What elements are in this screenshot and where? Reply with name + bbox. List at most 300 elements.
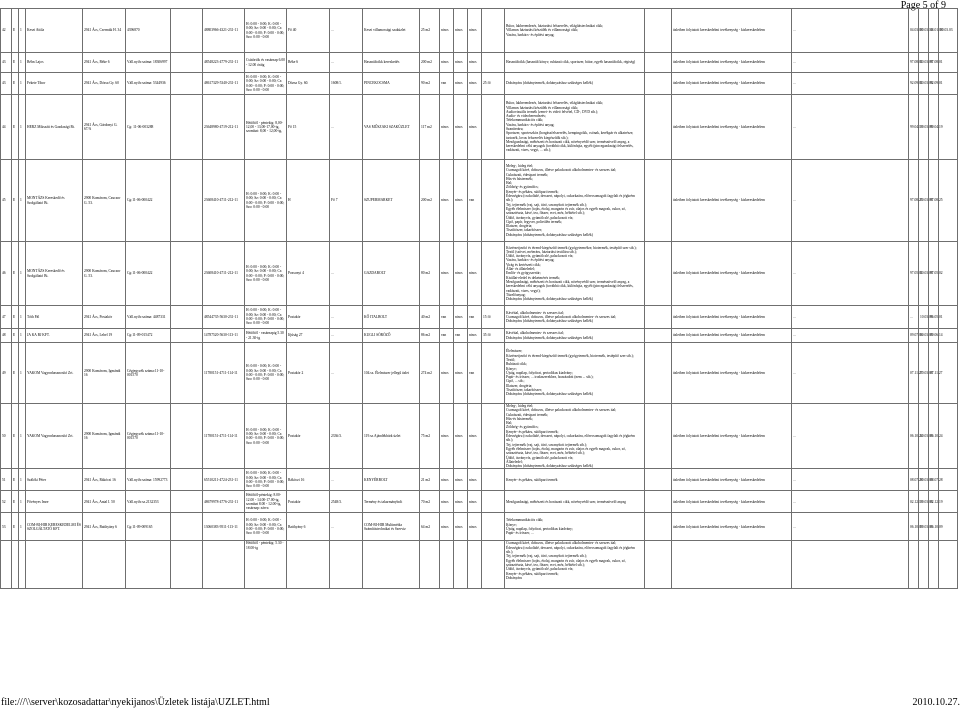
cell-parking-flag: nincs	[468, 513, 482, 541]
cell-blank-a	[171, 9, 203, 53]
cell-floor-area: 21 m2	[420, 469, 440, 491]
cell-activity-type: üzletben folytatott kereskedelmi tevékenység - kiskereskedelem	[672, 306, 792, 329]
cell-operator-name: Fekete Tibor	[26, 73, 83, 95]
cell-type	[12, 541, 19, 589]
cell-shop-name: KUGLI SÖRÖZŐ	[363, 329, 420, 343]
cell-registration-id	[126, 541, 171, 589]
table-row	[1, 541, 958, 589]
cell-operator-address: 2900 Komárom, Igmándi 16	[83, 404, 126, 469]
cell-operator-name: HERZ Mikszáti és Gazdasági Bt.	[26, 95, 83, 160]
cell-lot-number: 1608/1.	[330, 73, 363, 95]
cell-parking-flag: nincs	[468, 242, 482, 306]
cell-date-modified: 10.03.03	[919, 306, 929, 329]
cell-registration-id: Váll.nyilv.száma: 5344936	[126, 73, 171, 95]
cell-floor-area: 64 m2	[420, 513, 440, 541]
cell-seats	[482, 95, 505, 160]
cell-opening-hours: Csütörtök és vasárnap 6.00 - 12.00 óráig	[245, 53, 287, 73]
cell-extra: ...	[792, 513, 909, 541]
cell-blank-b	[645, 73, 672, 95]
cell-alcohol-flag: van	[440, 329, 454, 343]
cell-product-groups: Közérzetjavító és étrend-kiegészítő termék (gyógytermékre, biotermék, testépítő szer stb.); Textil (szövet, méteráru, háztartási textiláru stb.); Üdítő, ásványvíz, gyümölcslé, palackozott víz; Vasáru, barkács- és építési anyag; Virág és kertészeti cikk; Állat- és állateledel; Emlős- és gyógyszertár; Kisállat-eledel és deketmérés termék; Mezőgazdasági, méhészeti és borászati cikk, növényvédő szer, termésnövelő anyag, a kereskedelmi célú anyagok (továbbá cikk, különfajta, egyéb (pincegazdasági felszerelés, vadászati, vizes, vegyi); Tüzelőanyag; Dohányáru (dohánytermék, dohányzáshoz szükséges kellék)	[505, 242, 645, 306]
cell-row-number: 47	[1, 306, 12, 329]
cell-shop-address: Postakör	[287, 491, 330, 513]
cell-operator-address: 2900 Komárom, Czuczor G. 53.	[83, 242, 126, 306]
cell-shop-name: PINCEKOCSMA	[363, 73, 420, 95]
cell-alcohol-flag: nincs	[440, 491, 454, 513]
cell-status: 1	[19, 53, 26, 73]
cell-activity-type: üzletben folytatott kereskedelmi tevékenység - kiskereskedelem	[672, 160, 792, 242]
cell-date-opened: 06.10.09	[909, 513, 919, 541]
cell-seats: 15 fő	[482, 306, 505, 329]
cell-tax-id: 23608410-4711-212-11	[203, 160, 245, 242]
cell-registration-id: Váll.nyilv.száma: 15992773	[126, 469, 171, 491]
cell-floor-area: 90 m2	[420, 73, 440, 95]
cell-operator-address: 2941 Ács, Béke 6	[83, 53, 126, 73]
cell-date-registered: 99.04.19	[929, 95, 939, 160]
cell-parking-flag: nincs	[468, 95, 482, 160]
cell-operator-name: JA KA BJ KFT.	[26, 329, 83, 343]
cell-music-flag: van	[454, 329, 468, 343]
cell-product-groups: Bútor, lakberendezés, háztartási felszerelés, világítástechnikai cikk; Villamos háztartási készülék és villamossági cikk; Audiovizuális termék (zenei- és videó felvétel, CD-, DVD stb.); Audio- és videoberendezés; Telekommunikációs cikk; Vasáru, barkács- és építési anyag; Szaniteráru; Sportszer, sporteszköz (horgászfelszerelés, kempingcikk, csónak, kerékpár és alkatrésze, tartozék, lovas felszerelés kiegészítők stb.); Mezőgazdasági, méhészeti és borászati cikk, növényvédő szer, termésnövelő anyag, a kereskedelmi célú anyagok (továbbá cikk, különfajta, egyéb (pincegazdasági felszerelés, vadászati, vizes, vegyi, ... stb.);	[505, 95, 645, 160]
cell-date-registered: 07.11.27	[929, 343, 939, 404]
cell-seats	[482, 9, 505, 53]
cell-shop-address: Dózsa Gy. 60.	[287, 73, 330, 95]
cell-parking-flag: nincs	[468, 469, 482, 491]
cell-tax-id: 14787520-5630-113-11	[203, 329, 245, 343]
cell-row-number: 42	[1, 9, 12, 53]
cell-seats	[482, 343, 505, 404]
cell-date-modified: 10.03.03	[919, 329, 929, 343]
cell-date-registered: 97.08.01	[929, 53, 939, 73]
cell-opening-hours: Hétfőtől-péntekig: 8.00-12.00 - 14.00-17.00-ig, szombat 8.00 - 12.00-ig, vasárnap: zárva	[245, 491, 287, 513]
cell-opening-hours: H: 0:00 - 0:00; K: 0:00 - 0:00; Sz: 0:00 - 0:00; Cs: 0:00 - 0:00; P: 0:00 - 0:00; Szo: 0:00 - 0:00	[245, 242, 287, 306]
cell-alcohol-flag: van	[440, 306, 454, 329]
cell-date-modified: 10.03.03	[919, 160, 929, 242]
cell-shop-address: Béke 6	[287, 53, 330, 73]
cell-date-opened: 92.09.01	[909, 73, 919, 95]
cell-floor-area: 25 m2	[420, 9, 440, 53]
cell-activity-type: üzletben folytatott kereskedelmi tevékenység - kiskereskedelem	[672, 469, 792, 491]
cell-registration-id: 4396870	[126, 9, 171, 53]
cell-status: 1	[19, 73, 26, 95]
cell-alcohol-flag: nincs	[440, 343, 454, 404]
cell-operator-address: 2941 Ács, Rákóczi 16	[83, 469, 126, 491]
cell-alcohol-flag: nincs	[440, 513, 454, 541]
table-row	[1, 329, 958, 343]
cell-blank-b	[645, 242, 672, 306]
cell-operator-name: Béhn Lajos	[26, 53, 83, 73]
cell-status: 1	[19, 491, 26, 513]
cell-date-modified: 10.03.03	[919, 53, 929, 73]
cell-date-opened: 06.10.24	[909, 404, 919, 469]
cell-blank-b	[645, 9, 672, 53]
cell-floor-area: 200 m2	[420, 160, 440, 242]
cell-date-modified: 10.03.10	[919, 9, 929, 53]
cell-lot-number: 2548/3.	[330, 491, 363, 513]
table-row	[1, 343, 958, 404]
cell-shop-name: KŐ ITALBOLT	[363, 306, 420, 329]
cell-operator-name: Fővényes Imre	[26, 491, 83, 513]
table-row	[1, 53, 958, 73]
cell-music-flag: nincs	[454, 160, 468, 242]
cell-registration-id: Cégjegyzék száma:11-10-001570	[126, 404, 171, 469]
cell-type: E	[12, 329, 19, 343]
cell-alcohol-flag: nincs	[440, 242, 454, 306]
cell-lot-number: Fő 7	[330, 160, 363, 242]
cell-registration-id: Cg:11-06-000422	[126, 160, 171, 242]
cell-blank-a	[171, 73, 203, 95]
cell-lot-number: ...	[330, 343, 363, 404]
cell-floor-area: 80 m2	[420, 242, 440, 306]
cell-seats	[482, 160, 505, 242]
cell-activity-type: üzletben folytatott kereskedelmi tevékenység - kiskereskedelem	[672, 404, 792, 469]
cell-lot-number: ...	[330, 329, 363, 343]
cell-extra: ...	[792, 242, 909, 306]
cell-music-flag: nincs	[454, 343, 468, 404]
cell-seats: 25 fő	[482, 73, 505, 95]
cell-activity-type: üzletben folytatott kereskedelmi tevékenység - kiskereskedelem	[672, 491, 792, 513]
cell-alcohol-flag: nincs	[440, 95, 454, 160]
table-row	[1, 73, 958, 95]
cell-parking-flag: nincs	[468, 53, 482, 73]
cell-undefined	[939, 541, 958, 589]
cell-shop-address: Fő 15	[287, 95, 330, 160]
cell-shop-name: GAZDABOLT	[363, 242, 420, 306]
cell-date-opened: 97.08.25	[909, 160, 919, 242]
cell-row-number: 44	[1, 95, 12, 160]
cell-status: 1	[19, 404, 26, 469]
cell-operator-address: 2900 Komárom, Igmándi 16	[83, 343, 126, 404]
cell-date-registered: 06.10.09	[929, 513, 939, 541]
cell-shop-name: Használtcikk kereskedés	[363, 53, 420, 73]
cell-alcohol-flag: nincs	[440, 9, 454, 53]
cell-lot-number: ...	[330, 53, 363, 73]
cell-row-number	[1, 541, 12, 589]
cell-operator-address: 2941 Ács, Gárdonyi G. 67/A	[83, 95, 126, 160]
cell-activity-type: üzletben folytatott kereskedelmi tevékenység - kiskereskedelem	[672, 53, 792, 73]
cell-opening-hours: Hétfőtől - péntekig: 5.30 - 18.00-ig	[245, 541, 287, 589]
cell-type: E	[12, 9, 19, 53]
cell-date-registered: 96.05.01	[929, 306, 939, 329]
cell-opening-hours: Hétfőtől - vasárnapig 5.30 - 21.30-ig	[245, 329, 287, 343]
cell-date-registered: 97.05.02	[929, 242, 939, 306]
cell-operator-address	[83, 541, 126, 589]
cell-floor-area: 200 m2	[420, 53, 440, 73]
cell-type: E	[12, 73, 19, 95]
cell-floor-area: 75 m2	[420, 404, 440, 469]
cell-tax-id: 23608410-4711-212-11	[203, 242, 245, 306]
cell-seats: 35 fő	[482, 329, 505, 343]
cell-row-number: 50	[1, 404, 12, 469]
cell-date-modified: 10.03.03	[919, 491, 929, 513]
cell-registration-id: Váll.nyilv.sz.2132353	[126, 491, 171, 513]
cell-seats	[482, 53, 505, 73]
cell-operator-address: 2941 Ács, Postakör	[83, 306, 126, 329]
page-number: Page 5 of 9	[900, 0, 946, 11]
cell-shop-name: 119.sz.Ajándékbárk üzlet	[363, 404, 420, 469]
cell-tax-id: 23648980-4719-212-11	[203, 95, 245, 160]
cell-parking-flag: nincs	[468, 329, 482, 343]
cell-date-opened: 07.11.27	[909, 343, 919, 404]
cell-activity-type: üzletben folytatott kereskedelmi tevékenység - kiskereskedelem	[672, 95, 792, 160]
cell-status: 1	[19, 9, 26, 53]
cell-shop-name: Kesei villamossági szaküzlet	[363, 9, 420, 53]
cell-opening-hours: H: 0:00 - 0:00; K: 0:00 - 0:00; Sz: 0:00 - 0:00; Cs: 0:00 - 0:00; P: 0:00 - 0:00; Szo: 0:00 - 0:00	[245, 306, 287, 329]
cell-floor-area: 40 m2	[420, 306, 440, 329]
cell-row-number: 48	[1, 329, 12, 343]
cell-type: E	[12, 242, 19, 306]
cell-type: E	[12, 469, 19, 491]
cell-date-opened: 99.04.19	[909, 95, 919, 160]
cell-operator-name: Kesei Attila	[26, 9, 83, 53]
cell-tax-id: 11780151-4711-114-11	[203, 343, 245, 404]
cell-opening-hours: H: 0:00 - 0:00; K: 0:00 - 0:00; Sz: 0:00 - 0:00; Cs: 0:00 - 0:00; P: 0:00 - 0:00; Szo: 0:00 - 0:00	[245, 404, 287, 469]
cell-shop-address: Postakör	[287, 306, 330, 329]
cell-operator-address: 2941 Ács, Dózsa Gy. 60	[83, 73, 126, 95]
cell-music-flag	[454, 541, 468, 589]
cell-operator-address: 2941 Ács, Batthyány 6	[83, 513, 126, 541]
cell-blank-b	[645, 160, 672, 242]
cell-row-number: 53	[1, 513, 12, 541]
table-row	[1, 95, 958, 160]
cell-music-flag: nincs	[454, 469, 468, 491]
cell-tax-id: 65510211-4724-231-11	[203, 469, 245, 491]
cell-type: E	[12, 513, 19, 541]
cell-operator-name: MONTÁZS Kereskedő és Szolgáltató Bt.	[26, 160, 83, 242]
cell-product-groups: Meleg-, hideg étel; Csomagolt kávé, dobozos, illetve palackozott alkoholmentes- és szeszes ital; Cukrászati, édesipari termék; Hús-és hústermék; Hal; Zöldség- és gyümölcs; Kenyér- és pékáru, sütőipari termék; Édességáru (csokoládé, desszert, nápolyi, cukorkaáru, előrecsomagolt fagylalt és jégkrém stb.); Tej, tejtermék (vaj, sajt, túró, savanyított tejtermék stb.); Egyéb élelmiszer (tojás, étolaj, margarin és zsír, olajos és egyéb magvak, cukor, só, száraztészta, kávé, tea, fűszer, ecet, méz, bébiétel stb.); Üdítő, ásványvíz, gyümölcslé, palackozott víz; Állateledel; Dohányáru (dohánytermék, dohányzáshoz szükséges kellék)	[505, 404, 645, 469]
cell-blank-b	[645, 513, 672, 541]
cell-blank-a	[171, 469, 203, 491]
cell-operator-address: 2941 Ács, Lehel 19	[83, 329, 126, 343]
cell-activity-type: üzletben folytatott kereskedelmi tevékenység - kiskereskedelem	[672, 242, 792, 306]
cell-type: E	[12, 343, 19, 404]
cell-seats	[482, 242, 505, 306]
cell-date-registered: 06.10.24	[929, 404, 939, 469]
cell-extra: ...	[792, 95, 909, 160]
cell-blank-b	[645, 95, 672, 160]
cell-floor-area: 117 m2	[420, 95, 440, 160]
cell-registration-id: Váll.nyilv.száma: 4487331	[126, 306, 171, 329]
cell-date-registered	[929, 541, 939, 589]
cell-product-groups: Kenyér- és pékáru, sütőipari termék	[505, 469, 645, 491]
cell-music-flag: nincs	[454, 513, 468, 541]
table-row	[1, 404, 958, 469]
cell-shop-name: COM-BI-HIR Multimédia Számítástechnikai és Szerviz	[363, 513, 420, 541]
cell-operator-name: Szálóki Péter	[26, 469, 83, 491]
cell-shop-name: 104.sz. Élelmiszer jellegű üzlet	[363, 343, 420, 404]
cell-parking-flag: van	[468, 343, 482, 404]
cell-product-groups: Meleg-, hideg étel; Csomagolt kávé, dobozos, illetve palackozott alkoholmentes- és szeszes ital; Cukrászati, édesipari termék; Hús-és hústermék; Hal; Zöldség- és gyümölcs; Kenyér- és pékáru, sütőipari termék; Édességáru (csokoládé, desszert, nápolyi, cukorkaáru, előrecsomagolt fagylalt és jégkrém stb.); Tej, tejtermék (vaj, sajt, túró, savanyított tejtermék stb.); Egyéb élelmiszer (tojás, étolaj, margarin és zsír, olajos és egyéb magvak, cukor, só, száraztészta, kávé, tea, fűszer, ecet, méz, bébiétel stb.); Üdítő, ásványvíz, gyümölcslé, palackozott víz; Cipő, papír, fegyver, polietilén termék; Illatszer, drogéria; Tisztítószer, takarítószer; Dohányáru (dohánytermék, dohányzáshoz szükséges kellék)	[505, 160, 645, 242]
cell-blank-b	[645, 491, 672, 513]
cell-parking-flag: nincs	[468, 9, 482, 53]
cell-shop-address: Fő 40	[287, 9, 330, 53]
cell-lot-number: ...	[330, 242, 363, 306]
cell-parking-flag: van	[468, 160, 482, 242]
cell-date-registered: 02.12.19	[929, 491, 939, 513]
file-path: file:///\\server\kozosadattar\nyekijanos\Üzletek listája\UZLET.html	[1, 697, 270, 708]
cell-lot-number: ...	[330, 95, 363, 160]
cell-operator-address: 2941 Ács, Csermák H. 34	[83, 9, 126, 53]
cell-activity-type: üzletben folytatott kereskedelmi tevékenység - kiskereskedelem	[672, 513, 792, 541]
cell-tax-id: 48679978-4776-231-11	[203, 491, 245, 513]
cell-row-number: 46	[1, 242, 12, 306]
cell-blank-a	[171, 343, 203, 404]
cell-floor-area: 70 m2	[420, 491, 440, 513]
cell-undefined: 10.03.03	[939, 9, 958, 53]
cell-registration-id: Cg:11-09-009165	[126, 513, 171, 541]
cell-registration-id: Cg:11-09-015472	[126, 329, 171, 343]
cell-extra: ...	[792, 73, 909, 95]
cell-date-modified: 10.03.03	[919, 95, 929, 160]
cell-tax-id: 13060383-9511-113-11	[203, 513, 245, 541]
cell-blank-b	[645, 329, 672, 343]
cell-date-modified: 10.03.03	[919, 242, 929, 306]
cell-blank-a	[171, 541, 203, 589]
cell-shop-address: Ifjúság 27	[287, 329, 330, 343]
cell-music-flag: nincs	[454, 306, 468, 329]
cell-type: E	[12, 491, 19, 513]
cell-date-opened: 97.08.01	[909, 53, 919, 73]
cell-shop-name: Termény és takarmánybolt	[363, 491, 420, 513]
shop-register-table	[0, 8, 958, 589]
cell-operator-name: YAKOM Vagyonhasznosító Zrt.	[26, 404, 83, 469]
cell-extra: ...	[792, 329, 909, 343]
cell-activity-type: üzletben folytatott kereskedelmi tevékenység - kiskereskedelem	[672, 9, 792, 53]
cell-blank-a	[171, 242, 203, 306]
cell-status	[19, 541, 26, 589]
cell-blank-a	[171, 491, 203, 513]
cell-parking-flag: nincs	[468, 491, 482, 513]
cell-date-modified: 10.03.03	[919, 404, 929, 469]
table-row	[1, 306, 958, 329]
cell-shop-address: H	[287, 160, 330, 242]
cell-tax-id	[203, 541, 245, 589]
cell-tax-id: 48617329-5340-231-11	[203, 73, 245, 95]
cell-opening-hours: H: 0:00 - 0:00; K: 0:00 - 0:00; Sz: 0:00 - 0:00; Cs: 0:00 - 0:00; P: 0:00 - 0:00; Szo: 0:00 - 0:00	[245, 513, 287, 541]
cell-type: E	[12, 306, 19, 329]
cell-extra: ...	[792, 53, 909, 73]
cell-status: 1	[19, 469, 26, 491]
cell-blank-a	[171, 53, 203, 73]
cell-blank-b	[645, 541, 672, 589]
cell-date-opened: 09.07.06	[909, 329, 919, 343]
cell-registration-id: Cg:11-06-000422	[126, 242, 171, 306]
cell-status: 1	[19, 242, 26, 306]
cell-blank-a	[171, 404, 203, 469]
cell-date-opened: 02.12.19	[909, 491, 919, 513]
cell-opening-hours: H: 0:00 - 0:00; K: 0:00 - 0:00; Sz: 0:00 - 0:00; Cs: 0:00 - 0:00; P: 0:00 - 0:00; Szo: 0:00 - 0:00	[245, 9, 287, 53]
cell-date-opened: 08.07.28	[909, 469, 919, 491]
cell-date-registered: 92.09.01	[929, 73, 939, 95]
cell-activity-type: üzletben folytatott kereskedelmi tevékenység - kiskereskedelem	[672, 329, 792, 343]
cell-operator-name	[26, 541, 83, 589]
cell-blank-a	[171, 513, 203, 541]
table-row	[1, 242, 958, 306]
cell-music-flag: nincs	[454, 491, 468, 513]
cell-extra: ...	[792, 491, 909, 513]
cell-row-number: 43	[1, 53, 12, 73]
cell-blank-a	[171, 306, 203, 329]
cell-alcohol-flag: nincs	[440, 160, 454, 242]
print-date: 2010.10.27.	[912, 697, 960, 708]
cell-date-opened: 97.05.01	[909, 242, 919, 306]
cell-seats	[482, 404, 505, 469]
cell-seats	[482, 491, 505, 513]
cell-shop-name: KENYÉRBOLT	[363, 469, 420, 491]
cell-opening-hours: H: 0:00 - 0:00; K: 0:00 - 0:00; Sz: 0:00 - 0:00; Cs: 0:00 - 0:00; P: 0:00 - 0:00; Szo: 0:00 - 0:00	[245, 469, 287, 491]
table-row	[1, 9, 958, 53]
cell-lot-number: ...	[330, 306, 363, 329]
cell-date-opened: 04.03.08	[909, 9, 919, 53]
cell-shop-name	[363, 541, 420, 589]
cell-blank-a	[171, 95, 203, 160]
table-row	[1, 469, 958, 491]
cell-lot-number: ...	[330, 513, 363, 541]
cell-shop-address: Batthyány 6	[287, 513, 330, 541]
cell-seats	[482, 541, 505, 589]
cell-product-groups: Mezőgazdasági, méhészeti és borászati cikk, növényvédő szer, termésnövelő anyag	[505, 491, 645, 513]
cell-blank-b	[645, 469, 672, 491]
cell-date-opened	[909, 541, 919, 589]
cell-status: 1	[19, 329, 26, 343]
cell-shop-name: VAS MŰSZAKI SZAKÜZLET	[363, 95, 420, 160]
cell-date-modified: 10.03.03	[919, 343, 929, 404]
cell-operator-address: 2941 Ács, Antal I. 50	[83, 491, 126, 513]
cell-registration-id: Váll.nyilv.száma: 18306997	[126, 53, 171, 73]
cell-seats	[482, 469, 505, 491]
cell-date-modified	[919, 541, 929, 589]
cell-opening-hours: Hétfőtől - péntekig: 8,00-12,00 - 13,00-17,00-ig, szombat: 8,00 - 12,00-ig,	[245, 95, 287, 160]
cell-seats	[482, 513, 505, 541]
cell-parking-flag: van	[468, 306, 482, 329]
table-row	[1, 160, 958, 242]
cell-parking-flag: nincs	[468, 73, 482, 95]
cell-extra: ...	[792, 404, 909, 469]
cell-extra: ...	[792, 9, 909, 53]
cell-product-groups: Csomagolt kávé, dobozos, illetve palackozott alkoholmentes- és szeszes ital; Édességáru (csokoládé, desszert, nápolyi, cukorkaáru, előrecsomagolt fagylalt és jégkrém stb.); Tej, tejtermék (vaj, sajt, túró, savanyított tejtermék stb.); Egyéb élelmiszer (tojás, étolaj, margarin és zsír, olajos és egyéb magvak, cukor, só, száraztészta, kávé, tea, fűszer, ecet, méz, bébiétel stb.); Üdítő, ásványvíz, gyümölcslé, palackozott víz; Kenyér- és pékáru, sütőipari termék; Dohányáru	[505, 541, 645, 589]
cell-lot-number: 2336/3.	[330, 404, 363, 469]
cell-date-registered: 09.06.14	[929, 329, 939, 343]
cell-row-number: 49	[1, 343, 12, 404]
cell-shop-address: Rákóczi 16	[287, 469, 330, 491]
cell-tax-id: 11780151-4711-114-11	[203, 404, 245, 469]
cell-extra	[792, 541, 909, 589]
cell-type: E	[12, 404, 19, 469]
cell-tax-id: 48548223-4779-231-11	[203, 53, 245, 73]
cell-operator-address: 2900 Komárom, Czuczor G. 53.	[83, 160, 126, 242]
cell-registration-id: Cg: 11-06-003288	[126, 95, 171, 160]
cell-type: E	[12, 95, 19, 160]
cell-product-groups: Élelmiszer; Közérzetjavító és étrend-kiegészítő termék (gyógytermék, biotermék, testépítő szer stb.); Textil; Ruházati cikk; Könyv; Újság, napilap, folyóirat, periodikus kiadvány; Papír- és írószer, ... irodaszerekhez, hozzáadott (nem ... stb.); Cipő, ... stb.; Illatszer, drogéria; Tisztítószer, takarítószer; Dohányáru (dohánytermék, dohányzáshoz szükséges kellék)	[505, 343, 645, 404]
cell-parking-flag: nincs	[468, 404, 482, 469]
cell-blank-b	[645, 53, 672, 73]
cell-blank-b	[645, 306, 672, 329]
cell-shop-address: Postakör 2	[287, 343, 330, 404]
cell-music-flag: nincs	[454, 404, 468, 469]
cell-extra: ...	[792, 469, 909, 491]
cell-row-number: 43	[1, 73, 12, 95]
cell-shop-address	[287, 541, 330, 589]
cell-type: E	[12, 53, 19, 73]
cell-product-groups: Bútor, lakberendezés, háztartási felszerelés, világítástechnikai cikk; Villamos háztartási készülék és villamossági cikk; Vasáru, barkács- és építési anyag;	[505, 9, 645, 53]
cell-music-flag: nincs	[454, 95, 468, 160]
cell-shop-name: SZUPERMARKET	[363, 160, 420, 242]
cell-date-registered: 04.01.08	[929, 9, 939, 53]
cell-date-modified: 10.03.03	[919, 513, 929, 541]
cell-date-modified: 10.03.03	[919, 73, 929, 95]
cell-lot-number	[330, 541, 363, 589]
cell-opening-hours: H: 0:00 - 0:00; K: 0:00 - 0:00; Sz: 0:00 - 0:00; Cs: 0:00 - 0:00; P: 0:00 - 0:00; Szo: 0:00 - 0:00	[245, 343, 287, 404]
